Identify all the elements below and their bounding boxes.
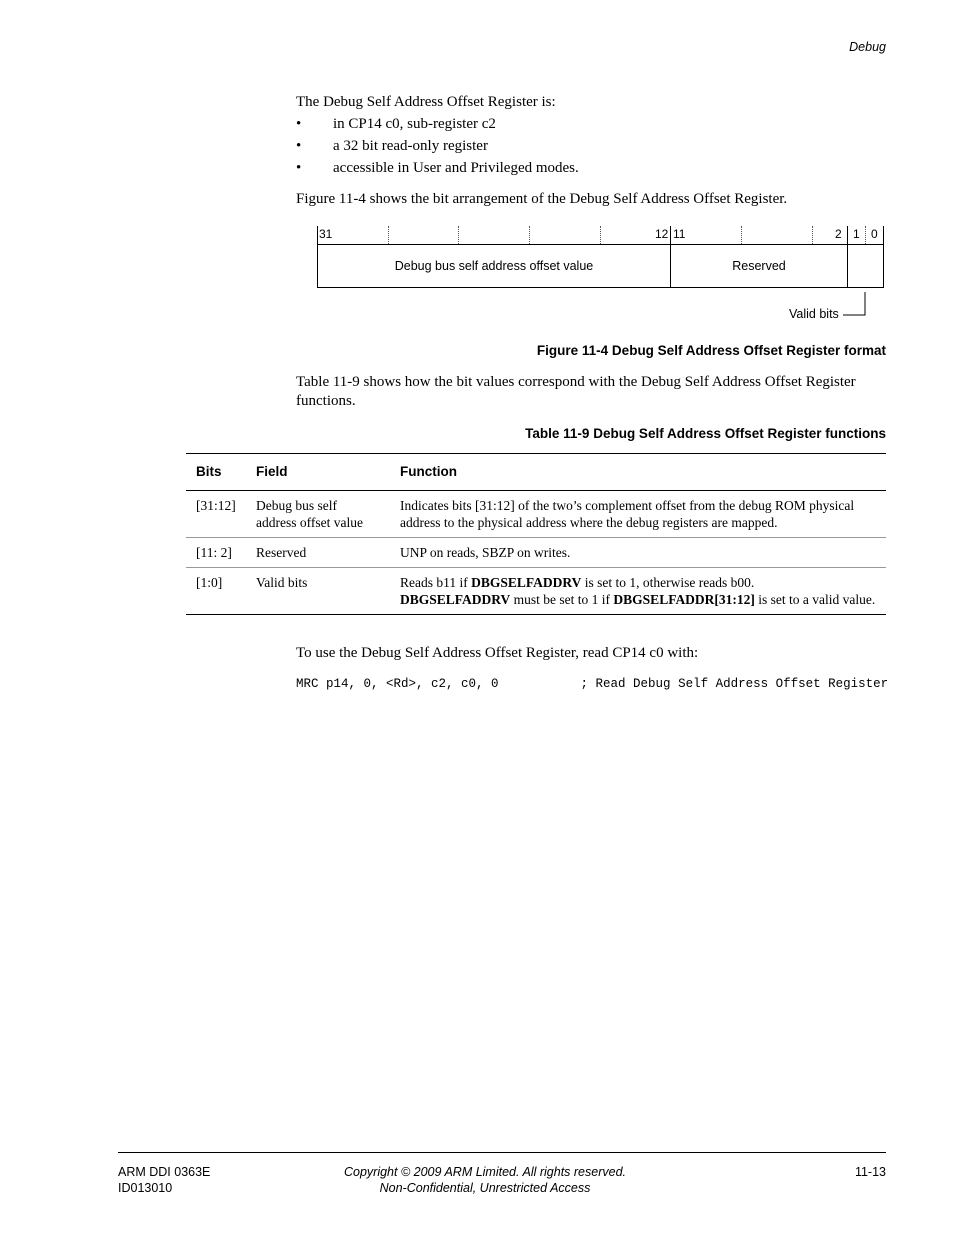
function-text: is set to a valid value. (754, 592, 876, 607)
bit-label-2: 2 (835, 227, 842, 241)
list-item (296, 159, 579, 181)
property-list (296, 115, 579, 181)
bit-label-31: 31 (319, 227, 333, 241)
signal-name: DBGSELFADDR[31:12] (613, 592, 755, 607)
table-row (186, 568, 886, 615)
cell-bits: [1:0] (196, 575, 223, 590)
cell-field: Valid bits (256, 575, 308, 590)
table-caption: Table 11-9 Debug Self Address Offset Register functions (525, 426, 886, 441)
figure-reference-paragraph: Figure 11-4 shows the bit arrangement of the Debug Self Address Offset Register. (296, 191, 788, 207)
code-instruction: MRC p14, 0, <Rd>, c2, c0, 0 (296, 677, 499, 691)
usage-paragraph: To use the Debug Self Address Offset Register, read CP14 c0 with: (296, 645, 699, 661)
list-item-text: accessible in User and Privileged modes. (333, 160, 579, 176)
intro-paragraph: The Debug Self Address Offset Register is: (296, 94, 556, 110)
code-comment: ; Read Debug Self Address Offset Register (580, 677, 889, 691)
footer-divider (118, 1152, 886, 1153)
cell-field: Reserved (256, 545, 307, 560)
function-text: is set to 1, otherwise reads b00. (581, 575, 755, 590)
cell-bits: [11: 2] (196, 545, 232, 560)
bit-label-0: 0 (871, 227, 878, 241)
bullet-symbol: • (296, 138, 302, 154)
list-item (296, 137, 579, 159)
column-header-function: Function (400, 464, 457, 479)
bullet-symbol: • (296, 160, 302, 176)
footer-document-ids (118, 1164, 210, 1196)
code-example (296, 677, 888, 691)
footer-doc-id: ARM DDI 0363E (118, 1165, 211, 1179)
table-row (186, 491, 886, 538)
figure-caption: Figure 11-4 Debug Self Address Offset Register format (536, 343, 886, 358)
bullet-symbol: • (296, 116, 302, 132)
register-functions-table (186, 453, 886, 615)
bit-label-1: 1 (853, 227, 860, 241)
running-head-section: Debug (849, 40, 886, 54)
function-text: Reads b11 if (400, 575, 472, 590)
list-item-text: a 32 bit read-only register (333, 138, 488, 154)
function-text: must be set to 1 if (510, 592, 614, 607)
field-reserved-label: Reserved (732, 259, 786, 273)
bit-label-12: 12 (655, 227, 669, 241)
bit-label-11: 11 (673, 227, 686, 241)
column-header-bits: Bits (196, 464, 222, 479)
cell-function (390, 568, 886, 615)
signal-name: DBGSELFADDRV (471, 575, 582, 590)
table-header-row (186, 454, 886, 491)
valid-bits-label: Valid bits (789, 307, 839, 321)
register-diagram (310, 224, 900, 324)
signal-name: DBGSELFADDRV (400, 592, 511, 607)
list-item-text: in CP14 c0, sub-register c2 (333, 116, 496, 132)
footer-legal (300, 1164, 670, 1196)
cell-function: UNP on reads, SBZP on writes. (400, 545, 571, 560)
cell-field: Debug bus self address offset value (256, 498, 363, 530)
footer-page-number: 11-13 (854, 1165, 886, 1179)
field-offset-label: Debug bus self address offset value (394, 259, 594, 273)
table-row (186, 538, 886, 568)
footer-copyright: Copyright © 2009 ARM Limited. All rights reserved. (343, 1165, 626, 1179)
table-reference-paragraph: Table 11-9 shows how the bit values correspond with the Debug Self Address Offset Register functions. (296, 374, 856, 409)
footer-access: Non-Confidential, Unrestricted Access (379, 1181, 591, 1195)
cell-bits: [31:12] (196, 498, 236, 513)
cell-function: Indicates bits [31:12] of the two’s complement offset from the debug ROM physical address to the physical address where the debug registers are mapped. (400, 498, 855, 530)
list-item (296, 115, 579, 137)
column-header-field: Field (256, 464, 288, 479)
footer-issue-id: ID013010 (118, 1181, 173, 1195)
